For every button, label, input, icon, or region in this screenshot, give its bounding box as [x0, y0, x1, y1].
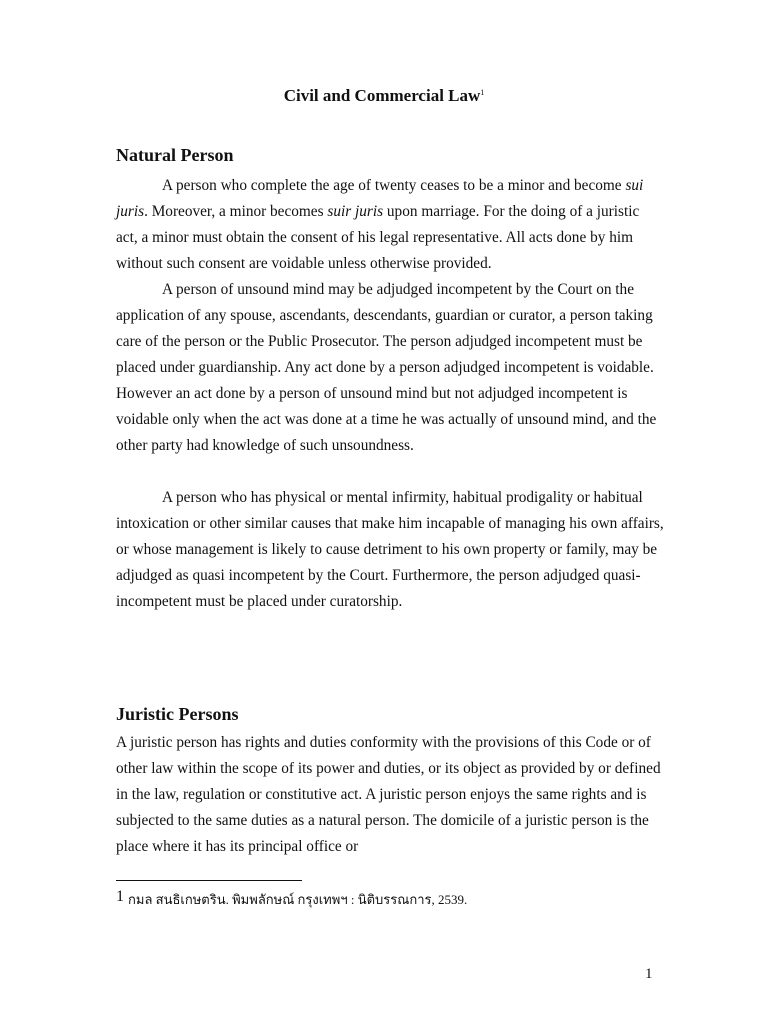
paragraph-text: . Moreover, a minor becomes: [144, 203, 328, 220]
footnote-divider: [116, 880, 302, 881]
footnote: [116, 888, 467, 910]
page-number: 1: [645, 966, 653, 982]
section-heading-natural-person: Natural Person: [116, 145, 234, 165]
italic-term: suir juris: [327, 203, 384, 220]
paragraph-unsound-mind: A person of unsound mind may be adjudged incompetent by the Court on the application of any spouse, ascendants, descendants, guardian or curator, a person taking care of the person or the Public Prosecutor. The person adjudged incompetent must be placed under guardianship. Any act done by a person adjudged incompetent is voidable. However an act done by a person of unsound mind but not adjudged incompetent is voidable only when the act was done at a time he was actually of unsound mind, and the other party had knowledge of such unsoundness.: [116, 281, 657, 454]
paragraph-quasi-incompetent: A person who has physical or mental infirmity, habitual prodigality or habitual intoxication or other similar causes that make him incapable of managing his own affairs, or whose management is likely to cause detriment to his own property or family, may be adjudged as quasi incompetent by the Court. Furthermore, the person adjudged quasi-incompetent must be placed under curatorship.: [116, 489, 664, 610]
paragraph-text: A person who complete the age of twenty ceases to be a minor and become: [162, 177, 626, 194]
paragraph-gap: [116, 459, 664, 485]
title-footnote-mark: 1: [480, 88, 485, 97]
paragraph-minor: [116, 173, 664, 277]
title-text: Civil and Commercial Law: [283, 86, 481, 105]
italic-term: sui juris: [116, 177, 644, 220]
juristic-persons-body: [116, 730, 664, 860]
footnote-mark: 1: [116, 888, 124, 905]
section-heading-juristic-persons: Juristic Persons: [116, 704, 239, 724]
natural-person-body: [116, 173, 664, 615]
paragraph-juristic-person: A juristic person has rights and duties conformity with the provisions of this Code or of other law within the scope of its power and duties, or its object as provided by or defined in the law, regulation or constitutive act. A juristic person enjoys the same rights and is subjected to the same duties as a natural person. The domicile of a juristic person is the place where it has its principal office or: [116, 734, 661, 855]
page-title: [0, 86, 768, 106]
paragraph-text: upon marriage. For the doing of a juristic act, a minor must obtain the consent of his legal representative. All acts done by him without such consent are voidable unless otherwise provided.: [116, 203, 640, 272]
footnote-text: กมล สนธิเกษตริน. พิมพลักษณ์ กรุงเทพฯ : นิติบรรณการ, 2539.: [128, 892, 468, 907]
